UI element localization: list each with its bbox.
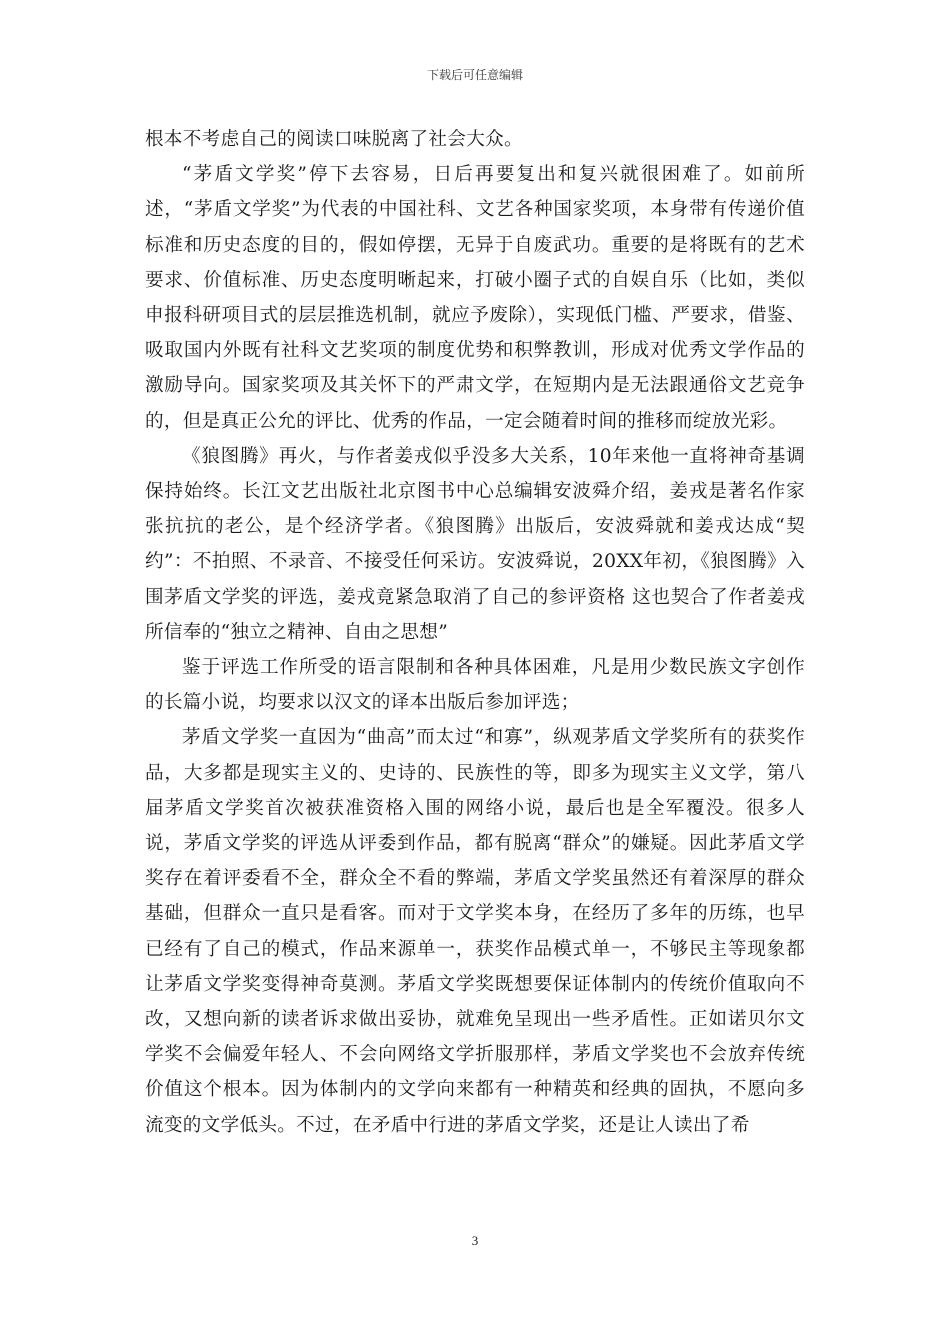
paragraph-continuation: 根本不考虑自己的阅读口味脱离了社会大众。 <box>145 129 523 150</box>
paragraph: 《狼图腾》再火，与作者姜戎似乎没多大关系，10年来他一直将神奇基调保持始终。长江文艺出版社北京图书中心总编辑安波舜介绍，姜戎是著名作家张抗抗的老公，是个经济学者。《狼图腾》出版后，安波舜就和姜戎达成“契约”：不拍照、不录音、不接受任何采访。安波舜说，20XX年初，《狼图腾》入围茅盾文学奖的评选，姜戎竟紧急取消了自己的参评资格 这也契合了作者姜戎所信奉的“独立之精神、自由之思想” <box>145 445 805 643</box>
paragraph: “茅盾文学奖”停下去容易，日后再要复出和复兴就很困难了。如前所述，“茅盾文学奖”为代表的中国社科、文艺各种国家奖项，本身带有传递价值标准和历史态度的目的，假如停摆，无异于自废武功。重要的是将既有的艺术要求、价值标准、历史态度明晰起来，打破小圈子式的自娱自乐（比如，类似申报科研项目式的层层推选机制，就应予废除），实现低门槛、严要求，借鉴、吸取国内外既有社科文艺奖项的制度优势和积弊教训，形成对优秀文学作品的激励导向。国家奖项及其关怀下的严肃文学，在短期内是无法跟通俗文艺竞争的，但是真正公允的评比、优秀的作品，一定会随着时间的推移而绽放光彩。 <box>145 164 805 432</box>
page-header: 下载后可任意编辑 <box>426 68 523 82</box>
page-number: 3 <box>471 1233 479 1248</box>
paragraph: 鉴于评选工作所受的语言限制和各种具体困难，凡是用少数民族文字创作的长篇小说，均要求以汉文的译本出版后参加评选； <box>145 657 805 714</box>
document-body <box>145 122 805 1143</box>
paragraph: 茅盾文学奖一直因为“曲高”而太过“和寡”，纵观茅盾文学奖所有的获奖作品，大多都是现实主义的、史诗的、民族性的等，即多为现实主义文学，第八届茅盾文学奖首次被获准资格入围的网络小说，最后也是全军覆没。很多人说，茅盾文学奖的评选从评委到作品，都有脱离“群众”的嫌疑。因此茅盾文学奖存在着评委看不全，群众全不看的弊端，茅盾文学奖虽然还有着深厚的群众基础，但群众一直只是看客。而对于文学奖本身，在经历了多年的历练，也早已经有了自己的模式，作品来源单一，获奖作品模式单一，不够民主等现象都让茅盾文学奖变得神奇莫测。茅盾文学奖既想要保证体制内的传统价值取向不改，又想向新的读者诉求做出妥协，就难免呈现出一些矛盾性。正如诺贝尔文学奖不会偏爱年轻人、不会向网络文学折服那样，茅盾文学奖也不会放弃传统价值这个根本。因为体制内的文学向来都有一种精英和经典的固执，不愿向多流变的文学低头。不过，在矛盾中行进的茅盾文学奖，还是让人读出了希 <box>145 727 805 1136</box>
